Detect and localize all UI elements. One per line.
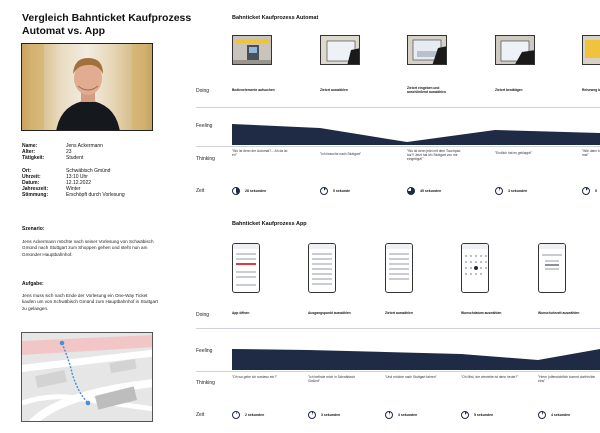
szenario-heading: Szenario:	[22, 226, 45, 232]
automat-thinking-label: Thinking	[196, 156, 215, 162]
automat-step-2-time-pie	[320, 187, 328, 195]
automat-step-3-time: 45 sekunden	[420, 189, 442, 193]
app-step-4-thinking: "Oh Mist, der wievielte ist denn heute?"	[461, 375, 519, 379]
app-step-3-image	[385, 243, 413, 293]
automat-step-1-image	[232, 35, 272, 65]
automat-step-2-image	[320, 35, 360, 65]
app-step-1-time-pie	[232, 411, 240, 419]
app-step-2-thinking: "Ich befinde mich in Schwäbisch Gmünd"	[308, 375, 356, 384]
automat-step-3-thinking: "Wo ist denn jetzt mit dem Touchpad los?! Jetzt hat ich Stuttgart von mir eingetippt!"	[407, 149, 461, 162]
app-step-5-time: 4 sekunden	[551, 413, 571, 417]
automat-step-5-time-pie	[582, 187, 590, 195]
ticket-machine-icon	[583, 36, 600, 65]
automat-step-5-doing: Reiseweg b	[582, 88, 600, 92]
automat-rule-1	[196, 107, 600, 108]
aufgabe-text: Jens muss sich nach Ende der Vorlesung ein One-Way Ticket kaufen um von Schwäbisch Gmünd zum Hauptbahnhof in Stuttgart zu gelangen.	[22, 293, 158, 311]
db-red-bar	[236, 263, 256, 265]
page-title: Vergleich Bahnticket Kaufprozess Automat vs. App	[22, 12, 192, 37]
automat-step-5-image	[582, 35, 600, 65]
automat-step-1-time: 28 sekunden	[245, 189, 267, 193]
map-icon	[22, 333, 153, 422]
app-rule-2	[196, 371, 600, 372]
app-zeit-label: Zeit	[196, 412, 205, 418]
automat-step-4-image	[495, 35, 535, 65]
automat-step-1-doing: Bedienelemente aufsuchen	[232, 88, 275, 92]
automat-step-2-thinking: "Ich brauche nach Stuttgart"	[320, 152, 362, 156]
app-step-4-time: 5 sekunden	[474, 413, 494, 417]
automat-zeit-label: Zeit	[196, 188, 205, 194]
aufgabe-heading: Aufgabe:	[22, 281, 44, 287]
automat-step-2-time: 5 sekunde	[333, 189, 351, 193]
automat-feeling-label: Feeling	[196, 123, 213, 129]
app-feeling-label: Feeling	[196, 348, 213, 354]
automat-step-4-time: 3 sekunden	[508, 189, 528, 193]
automat-step-2-doing: Zielort auswählen	[320, 88, 348, 92]
app-step-3-doing: Zielort auswählen	[385, 311, 413, 315]
automat-section-title: Bahnticket Kaufprozess Automat	[232, 15, 319, 21]
automat-step-3-time-pie	[407, 187, 415, 195]
app-rule-1	[196, 328, 600, 329]
automat-step-5-time: 5	[595, 189, 597, 193]
app-step-2-image	[308, 243, 336, 293]
app-step-2-time-pie	[308, 411, 316, 419]
touchscreen-icon	[408, 36, 447, 65]
automat-step-3-image	[407, 35, 447, 65]
app-step-5-image	[538, 243, 566, 293]
automat-step-4-thinking: "Endlich hat es geklappt!"	[495, 151, 533, 155]
automat-step-4-doing: Zielort bestätigen	[495, 88, 523, 92]
automat-step-5-thinking: "Wie dann b mal"	[582, 149, 600, 158]
app-step-1-thinking: "Oh wo gehe ich sowieso ein?"	[232, 375, 278, 379]
automat-step-4-time-pie	[495, 187, 503, 195]
app-step-3-time: 3 sekunden	[398, 413, 418, 417]
app-step-5-time-pie	[538, 411, 546, 419]
app-thinking-label: Thinking	[196, 380, 215, 386]
persona-photo	[21, 43, 153, 131]
app-step-2-time: 3 sekunden	[321, 413, 341, 417]
app-doing-label: Doing	[196, 312, 210, 318]
app-step-1-image	[232, 243, 260, 293]
phone-header	[233, 244, 259, 249]
touchscreen-icon	[321, 36, 360, 65]
automat-step-1-thinking: "Wo ist denn der Automat?... Ah da ist er!"	[232, 149, 288, 158]
app-section-title: Bahnticket Kaufprozess App	[232, 221, 307, 227]
person-portrait-icon	[22, 44, 153, 131]
app-step-4-image	[461, 243, 489, 293]
app-step-4-time-pie	[461, 411, 469, 419]
app-step-3-time-pie	[385, 411, 393, 419]
app-feeling-curve	[232, 345, 600, 370]
app-step-2-doing: Ausgangspunkt auswählen	[308, 311, 351, 315]
calendar-icon	[463, 252, 489, 282]
szenario-text: Jens Ackermann möchte nach seiner Vorlesung von Schwäbisch Gmünd nach Stuttgart zum Shoppen gehen und steht nun am Gmünder Hauptbahnhof.	[22, 239, 154, 257]
app-step-5-thinking: "Hmm (offensichtlich kommt dorthin/bin eins"	[538, 375, 596, 384]
automat-step-3-doing: Zielort eingeben und anschließend auswählen	[407, 86, 446, 95]
route-map	[21, 332, 153, 422]
app-step-3-thinking: "Und möchte nach Stuttgart fahren"	[385, 375, 437, 379]
automat-feeling-curve	[232, 121, 600, 145]
automat-step-1-time-pie	[232, 187, 240, 195]
app-step-1-time: 2 sekunden	[245, 413, 265, 417]
automat-doing-label: Doing	[196, 88, 210, 94]
app-step-5-doing: Wunschuhrzeit auswählen	[538, 311, 580, 315]
automat-rule-2	[196, 146, 600, 147]
touchscreen-icon	[496, 36, 535, 65]
app-step-4-doing: Wunschdatum auswählen	[461, 311, 502, 315]
app-step-1-doing: App öffnen	[232, 311, 250, 315]
ticket-machine-icon	[233, 36, 272, 65]
